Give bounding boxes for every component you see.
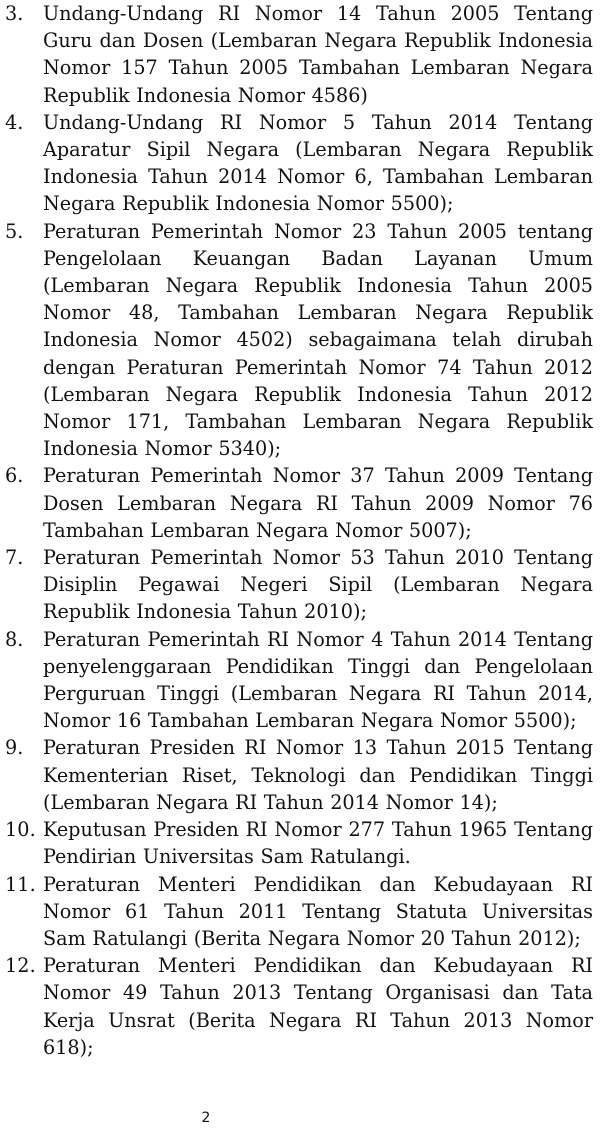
list-item <box>0 218 600 463</box>
item-number: 3. <box>5 2 24 25</box>
list-item <box>0 0 600 109</box>
item-number: 11. <box>5 872 36 896</box>
list-item <box>0 109 600 218</box>
list-item <box>0 462 600 544</box>
page-number: 2 <box>201 1110 211 1126</box>
item-number: 4. <box>5 110 24 134</box>
item-number: 7. <box>5 546 24 570</box>
item-text: Keputusan Presiden RI Nomor 277 Tahun 1965 Tentang Pendirian Universitas Sam Ratulangi. <box>43 818 593 869</box>
item-text: Peraturan Pemerintah Nomor 53 Tahun 2010 Tentang Disiplin Pegawai Negeri Sipil (Lembaran Negara Republik Indonesia Tahun 2010); <box>43 546 593 624</box>
item-text: Peraturan Menteri Pendidikan dan Kebudayaan RI Nomor 61 Tahun 2011 Tentang Statuta Universitas Sam Ratulangi (Berita Negara Nomor 20 Tahun 2012); <box>43 872 593 950</box>
item-text: Peraturan Menteri Pendidikan dan Kebudayaan RI Nomor 49 Tahun 2013 Tentang Organisasi dan Tata Kerja Unsrat (Berita Negara RI Tahun 2013 Nomor 618); <box>43 954 593 1059</box>
list-item <box>0 544 600 626</box>
item-number: 8. <box>5 627 24 651</box>
item-text: Peraturan Pemerintah Nomor 37 Tahun 2009 Tentang Dosen Lembaran Negara RI Tahun 2009 Nomor 76 Tambahan Lembaran Negara Nomor 5007); <box>43 464 593 542</box>
item-number: 5. <box>5 219 24 243</box>
item-number: 12. <box>5 954 36 978</box>
item-number: 9. <box>5 736 24 760</box>
list-item <box>0 871 600 953</box>
item-text: Undang-Undang RI Nomor 5 Tahun 2014 Tentang Aparatur Sipil Negara (Lembaran Negara Republik Indonesia Tahun 2014 Nomor 6, Tambahan Lembaran Negara Republik Indonesia Nomor 5500); <box>43 110 593 216</box>
item-number: 6. <box>5 464 24 488</box>
item-number: 10. <box>5 818 36 842</box>
list-item <box>0 626 600 735</box>
item-text: Undang-Undang RI Nomor 14 Tahun 2005 Tentang Guru dan Dosen (Lembaran Negara Republik Indonesia Nomor 157 Tahun 2005 Tambahan Lembaran Negara Republik Indonesia Nomor 4586) <box>43 2 593 107</box>
list-item <box>0 952 600 1061</box>
list-item <box>0 816 600 870</box>
list-item <box>0 734 600 816</box>
item-text: Peraturan Presiden RI Nomor 13 Tahun 2015 Tentang Kementerian Riset, Teknologi dan Pendidikan Tinggi (Lembaran Negara RI Tahun 2014 Nomor 14); <box>43 736 593 814</box>
item-text: Peraturan Pemerintah Nomor 23 Tahun 2005 tentang Pengelolaan Keuangan Badan Layanan Umum (Lembaran Negara Republik Indonesia Tahun 2005 Nomor 48, Tambahan Lembaran Negara Republik Indonesia Nomor 4502) sebagaimana telah dirubah dengan Peraturan Pemerintah Nomor 74 Tahun 2012 (Lembaran Negara Republik Indonesia Tahun 2012 Nomor 171, Tambahan Lembaran Negara Republik Indonesia Nomor 5340); <box>43 219 593 461</box>
item-text: Peraturan Pemerintah RI Nomor 4 Tahun 2014 Tentang penyelenggaraan Pendidikan Tinggi dan Pengelolaan Perguruan Tinggi (Lembaran Negara RI Tahun 2014, Nomor 16 Tambahan Lembaran Negara Nomor 5500); <box>43 627 593 733</box>
